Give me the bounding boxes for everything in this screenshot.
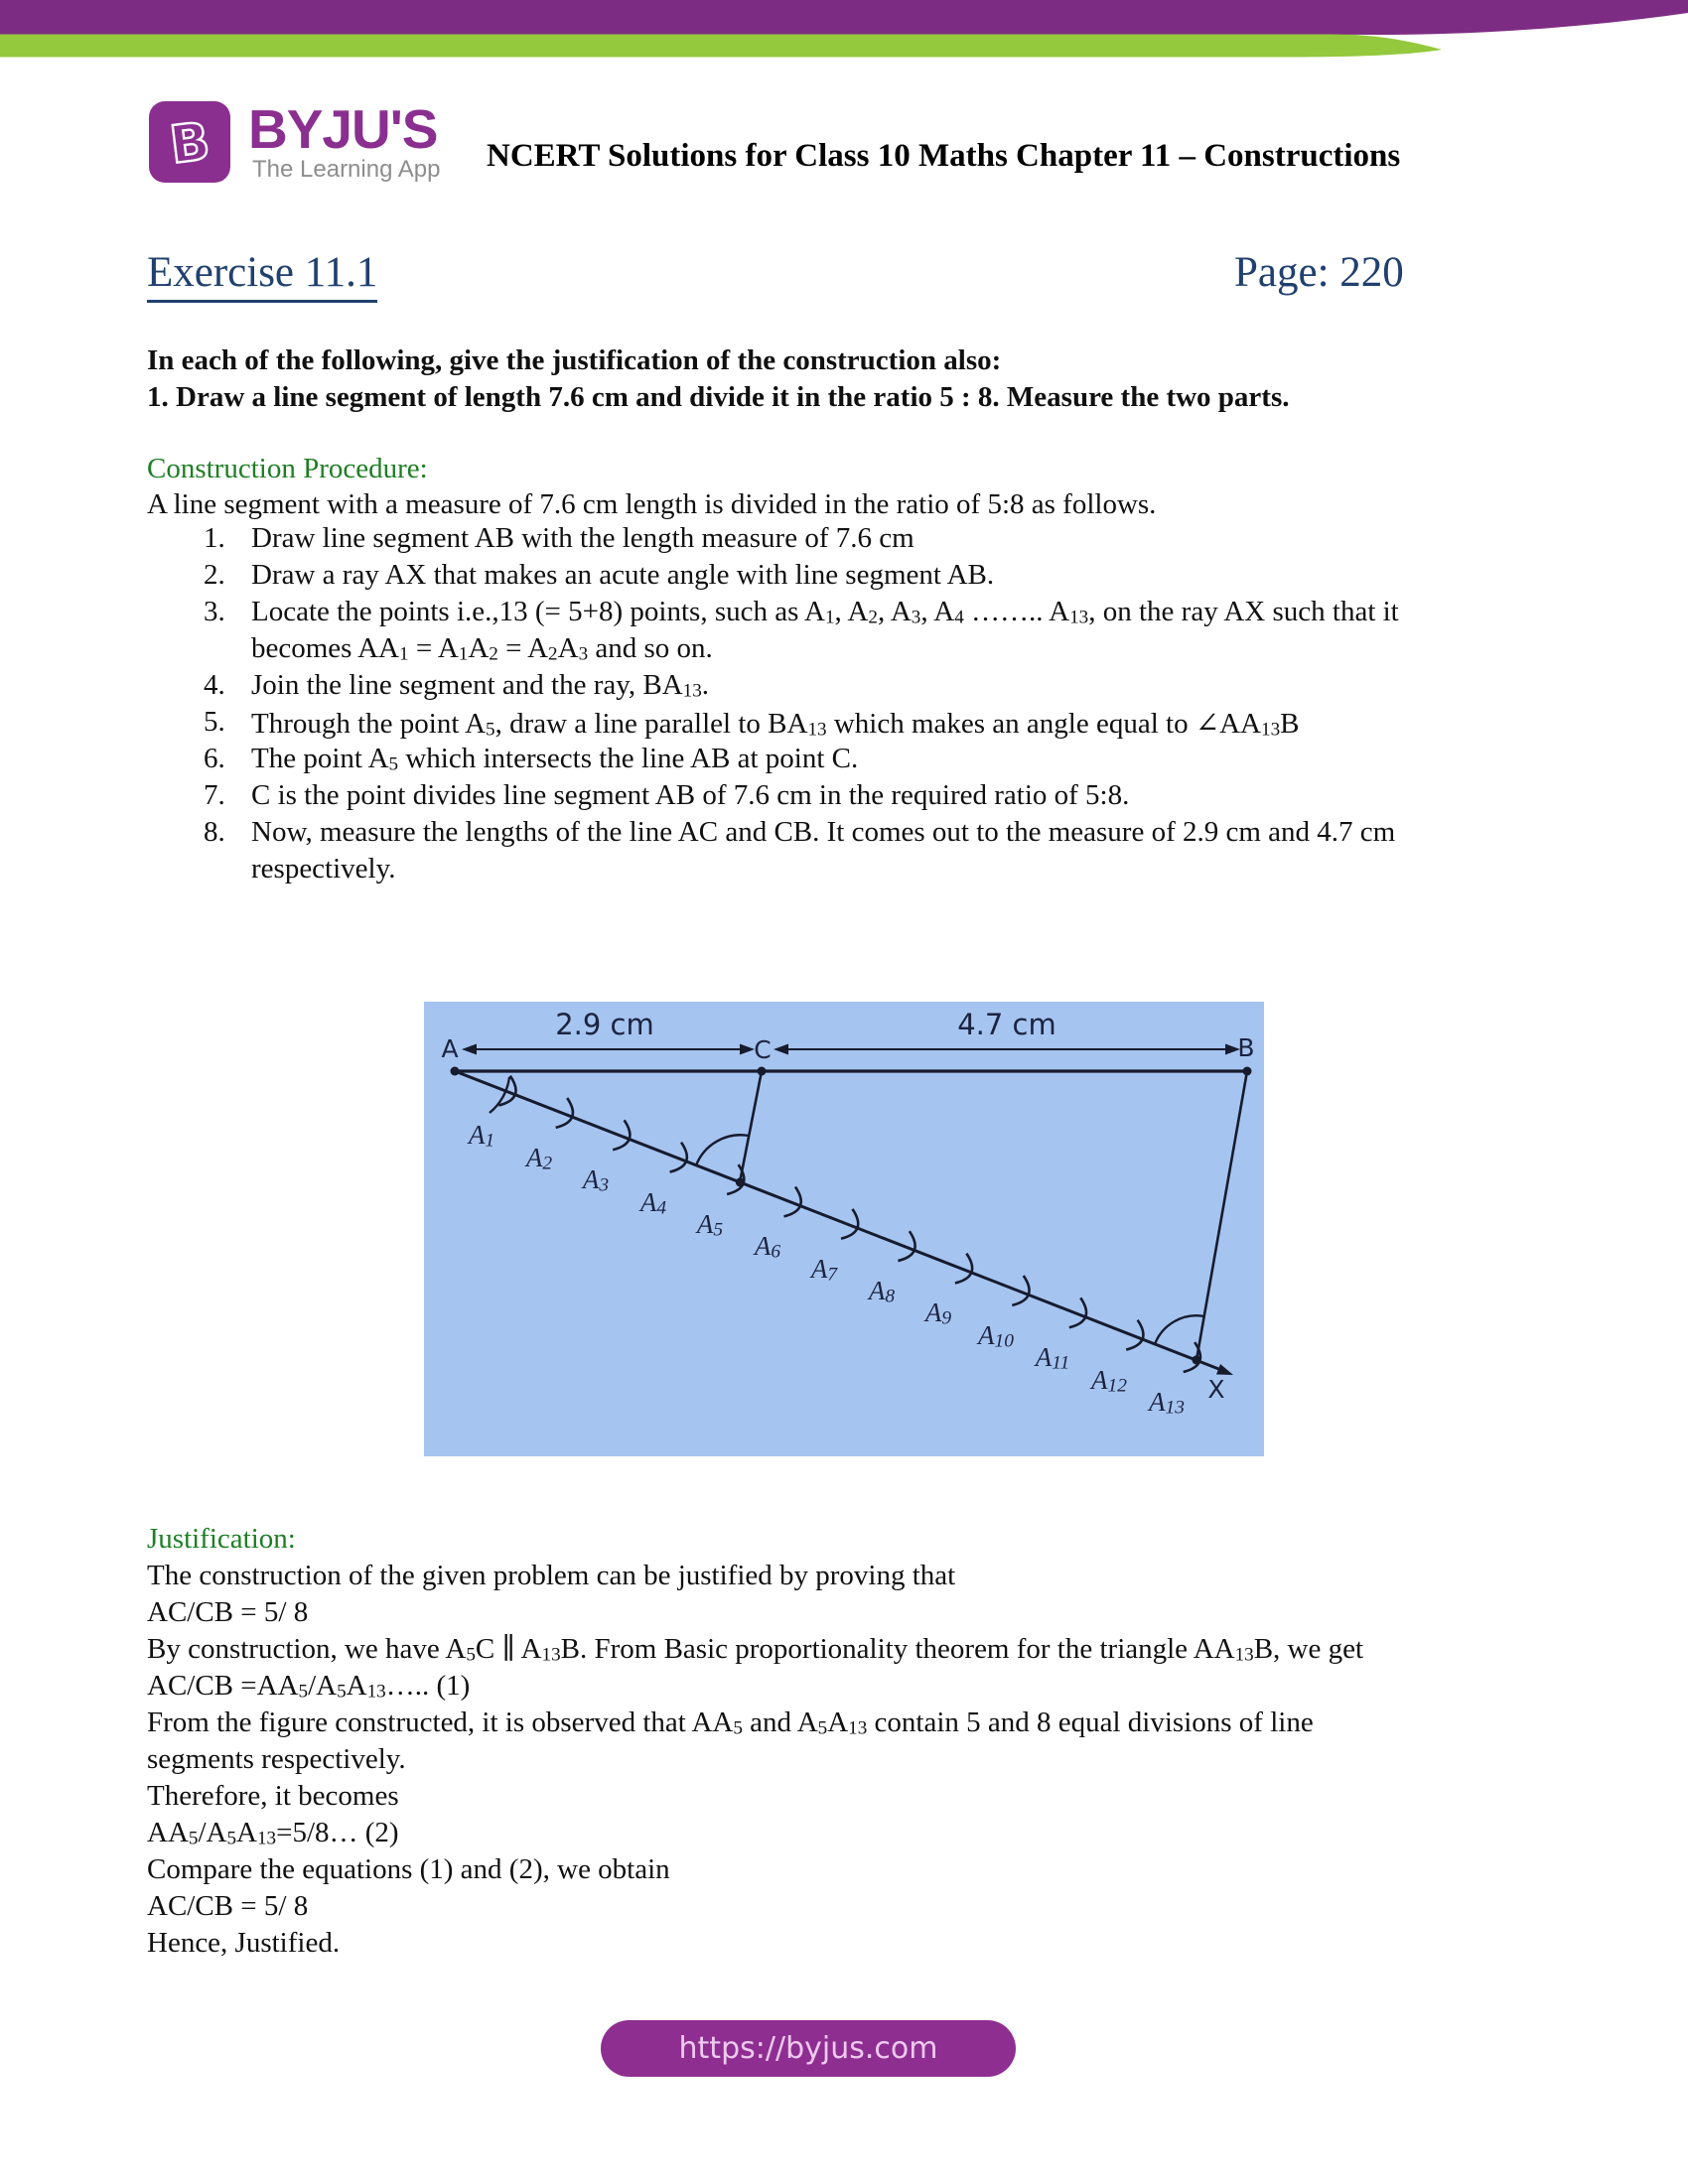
- point-label-x: X: [1207, 1375, 1225, 1404]
- step-text: respectively.: [251, 853, 396, 885]
- step-text: Draw a ray AX that makes an acute angle with line segment AB.: [251, 559, 995, 591]
- step-row: [147, 522, 1557, 559]
- point-label-a12: $A_{12}$: [1091, 1365, 1127, 1397]
- justification-line: AC/CB = 5/ 8: [147, 1596, 309, 1628]
- point-label-a1: $A_1$: [468, 1120, 495, 1152]
- point-label-a11: $A_{11}$: [1035, 1342, 1070, 1374]
- justification-line: $AA_5/A_5A_{13}=5/8\dots$ (2): [147, 1817, 399, 1849]
- question-text: 1. Draw a line segment of length 7.6 cm and divide it in the ratio 5 : 8. Measure the two parts.: [147, 381, 1290, 413]
- point-label-b: B: [1237, 1033, 1255, 1062]
- step-number: 4.: [204, 669, 225, 701]
- purple-band: [0, 0, 1688, 35]
- step-number: 7.: [204, 779, 225, 811]
- point-label-a6: $A_6$: [754, 1231, 781, 1263]
- point-label-a5: $A_5$: [696, 1209, 724, 1241]
- justification-line: By construction, we have $A_5C$ ∥ $A_{13}B$. From Basic proportionality theorem for the triangle $AA_{13}B$, we get: [147, 1633, 1364, 1666]
- point-label-a7: $A_7$: [810, 1254, 838, 1286]
- byjus-logo-icon: [149, 101, 230, 183]
- step-text: The point $A_5$ which intersects the line AB at point C.: [251, 743, 859, 775]
- angle-arc-a: [490, 1077, 509, 1113]
- step-text: Now, measure the lengths of the line AC and CB. It comes out to the measure of 2.9 cm and 4.7 cm: [251, 816, 1396, 848]
- step-row: [147, 853, 1557, 889]
- step-number: 6.: [204, 743, 225, 774]
- green-band: [0, 34, 1442, 58]
- step-text: Draw line segment AB with the length measure of 7.6 cm: [251, 522, 914, 554]
- brand-name: BYJU'S: [248, 98, 438, 160]
- justification-line: Hence, Justified.: [147, 1927, 341, 1959]
- angle-arc-a5: [696, 1135, 749, 1165]
- construction-heading: Construction Procedure:: [147, 453, 428, 484]
- point-label-a8: $A_8$: [868, 1276, 896, 1307]
- brand-tagline: The Learning App: [252, 156, 441, 183]
- point-label-a10: $A_{10}$: [978, 1320, 1014, 1352]
- justification-line: Therefore, it becomes: [147, 1780, 399, 1812]
- page-number: Page: 220: [1234, 249, 1404, 296]
- step-text: Locate the points i.e.,13 (= 5+8) points, such as $A_1$, $A_2$, $A_3$, $A_4$ …….. $A_{13}$, on the ray AX such that it: [251, 596, 1399, 628]
- point-label-a: A: [441, 1034, 459, 1063]
- step-row: [147, 743, 1557, 779]
- byjus-url-text: https://byjus.com: [678, 2031, 938, 2066]
- justification-line: Compare the equations (1) and (2), we obtain: [147, 1853, 670, 1885]
- step-number: 1.: [204, 522, 225, 554]
- header-band: [0, 0, 1688, 94]
- measure-cb-label: 4.7 cm: [957, 1008, 1056, 1041]
- justification-heading: Justification:: [147, 1523, 296, 1555]
- step-row: [147, 632, 1557, 669]
- justification-line: From the figure constructed, it is observed that $AA_5$ and $A_5A_{13}$ contain 5 and 8 equal divisions of line: [147, 1706, 1314, 1739]
- step-text: becomes $AA_1 = A_1A_2 = A_2A_3$ and so on.: [251, 632, 713, 665]
- document-title: NCERT Solutions for Class 10 Maths Chapter 11 – Constructions: [487, 138, 1401, 174]
- line-c-a5: [740, 1071, 762, 1182]
- step-number: 5.: [204, 706, 225, 738]
- justification-line: segments respectively.: [147, 1743, 406, 1775]
- step-number: 8.: [204, 816, 225, 848]
- ray-ax: [455, 1071, 1221, 1370]
- measure-ac-label: 2.9 cm: [555, 1008, 654, 1041]
- step-row: [147, 669, 1557, 706]
- intro-line-1: In each of the following, give the justification of the construction also:: [147, 344, 1002, 376]
- diagram-markers: [451, 1044, 1252, 1376]
- construction-steps: [147, 522, 1557, 889]
- point-label-c: C: [754, 1035, 772, 1064]
- step-number: 2.: [204, 559, 225, 591]
- byjus-logo: [149, 101, 230, 183]
- point-label-a3: $A_3$: [582, 1164, 610, 1196]
- step-row: [147, 779, 1557, 816]
- exercise-heading: Exercise 11.1: [147, 248, 377, 303]
- point-label-a9: $A_9$: [924, 1297, 952, 1329]
- construction-lead: A line segment with a measure of 7.6 cm length is divided in the ratio of 5:8 as follows.: [147, 488, 1157, 520]
- step-text: C is the point divides line segment AB of 7.6 cm in the required ratio of 5:8.: [251, 779, 1130, 811]
- justification-section: [147, 1521, 1587, 1962]
- justification-line: AC/CB = 5/ 8: [147, 1890, 309, 1922]
- justification-line: The construction of the given problem can be justified by proving that: [147, 1560, 956, 1591]
- step-number: 3.: [204, 596, 225, 627]
- point-label-a2: $A_2$: [525, 1143, 553, 1174]
- step-row: [147, 706, 1557, 743]
- step-row: [147, 596, 1557, 632]
- construction-diagram: [424, 1002, 1264, 1456]
- step-row: [147, 816, 1557, 853]
- angle-arc-a13: [1155, 1315, 1204, 1344]
- point-label-a4: $A_4$: [639, 1187, 667, 1219]
- justification-line: $AC/CB =AA_5/A_5A_{13}\dots$.. (1): [147, 1670, 471, 1703]
- logo-letter: B: [166, 111, 213, 177]
- byjus-url-button[interactable]: [601, 2020, 1016, 2077]
- step-text: Through the point $A_5$, draw a line parallel to $BA_{13}$ which makes an angle equal to $\angle AA_{13}B$: [251, 708, 1300, 741]
- step-row: [147, 559, 1557, 596]
- step-text: Join the line segment and the ray, $BA_{13}$.: [251, 669, 710, 702]
- point-label-a13: $A_{13}$: [1149, 1387, 1185, 1419]
